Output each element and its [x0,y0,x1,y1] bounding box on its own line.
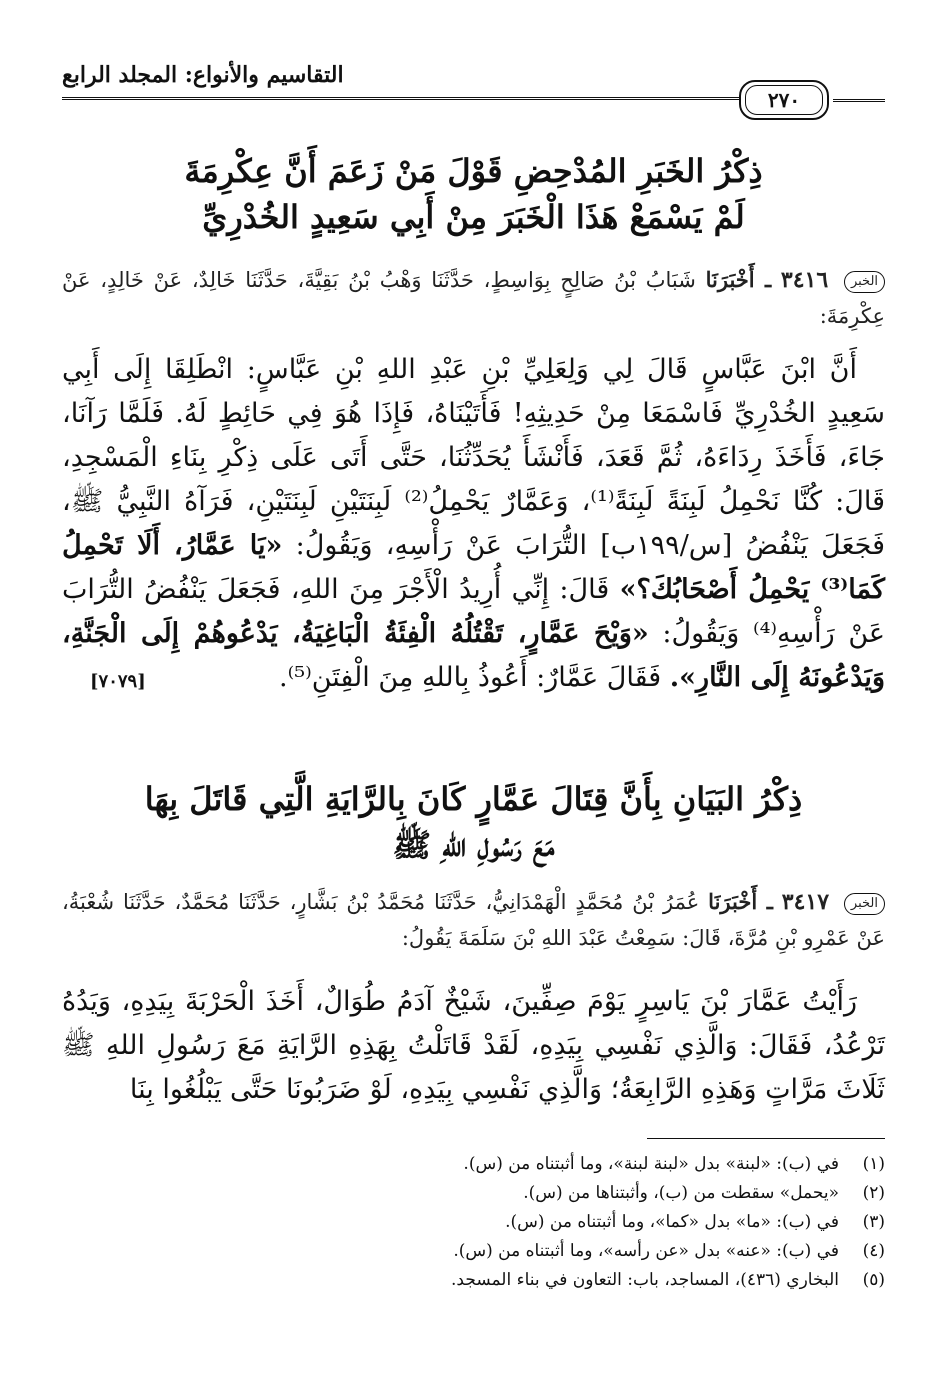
heading-line: لَمْ يَسْمَعْ هَذَا الْخَبَرَ مِنْ أَبِي سَعِيدٍ الخُدْرِيِّ [202,198,745,236]
hadith-marker: الخبر [844,271,885,293]
header-rule [62,97,819,100]
matn-text: أَنَّ ابْنَ عَبَّاسٍ قَالَ لِي وَلِعَلِيِّ بْنِ عَبْدِ اللهِ بْنِ عَبَّاسٍ: انْطَلِقَا إِلَى أَبِي سَعِيدٍ الخُدْرِيِّ فَاسْمَعَا مِنْ حَدِيثِهِ! فَأَتَيْنَاهُ، فَإِذَا هُوَ فِي حَائِطٍ لَهُ. فَلَمَّا رَآنَا، جَاءَ، فَأَخَذَ رِدَاءَهُ، ثُمَّ قَعَدَ، فَأَنْشَأَ يُحَدِّثُنَا، حَتَّى أَتَى عَلَى ذِكْرِ بِنَاءِ الْمَسْجِدِ، قَالَ: كُنَّا نَحْمِلُ لَبِنَةً لَبِنَةً⁽¹⁾، وَعَمَّارٌ يَحْمِلُ⁽²⁾ لَبِنَتَيْنِ لَبِنَتَيْنِ، فَرَآهُ النَّبِيُّ ﷺ، فَجَعَلَ يَنْفُضُ [س/١٩٩ب] التُّرَابَ عَنْ رَأْسِهِ، وَيَقُولُ: [62,354,886,561]
hadith-marker: الخبر [844,893,885,915]
footnote [62,1179,885,1208]
matn-text: فَقَالَ عَمَّارٌ: أَعُوذُ بِاللهِ مِنَ الْفِتَنِ⁽⁵⁾. [279,662,662,693]
section-heading-1 [100,148,847,240]
footnote-number: (١) [862,1154,885,1174]
footnote-number: (٣) [862,1212,885,1232]
matn-text: رَأَيْتُ عَمَّارَ بْنَ يَاسِرٍ يَوْمَ صِفِّينَ، شَيْخٌ آدَمُ طُوَالٌ، أَخَذَ الْحَرْبَةَ بِيَدِهِ، وَيَدُهُ تَرْعُدُ، فَقَالَ: وَالَّذِي نَفْسِي بِيَدِهِ، لَقَدْ قَاتَلْتُ بِهَذِهِ الرَّايَةِ مَعَ رَسُولِ اللهِ ﷺ ثَلَاثَ مَرَّاتٍ وَهَذِهِ الرَّابِعَةُ؛ وَالَّذِي نَفْسِي بِيَدِهِ، لَوْ ضَرَبُونَا حَتَّى يَبْلُغُوا بِنَا [62,986,885,1105]
footnote-text: في (ب): «لبنة» بدل «لبنة لبنة»، وما أثبتناه من (س). [463,1154,839,1174]
heading-line: ذِكْرُ الخَبَرِ المُدْحِضِ قَوْلَ مَنْ زَعَمَ أَنَّ عِكْرِمَةَ [184,152,763,190]
page-number: ٢٧٠ [739,80,829,120]
footnote [62,1237,885,1266]
footnote [62,1150,885,1179]
header-rule-right [833,99,885,102]
hadith-number: ٣٤١٦ [780,267,829,293]
footnote-text: في (ب): «عنه» بدل «عن رأسه»، وما أثبتناه من (س). [453,1241,839,1261]
footnote [62,1208,885,1237]
matn-text: قَالَ: إِنِّي أُرِيدُ الْأَجْرَ مِنَ اللهِ، فَجَعَلَ يَنْفُضُ التُّرَابَ عَنْ رَأْسِهِ⁽⁴⁾ وَيَقُولُ: [62,574,885,649]
akhbarana-label: ـ أَخْبَرَنَا [705,267,772,292]
footnote-number: (٥) [862,1270,885,1290]
hadith-number: ٣٤١٧ [781,889,830,915]
chain-text: شَبَابُ بْنُ صَالِحٍ بِوَاسِطٍ، حَدَّثَنَا وَهْبُ بْنُ بَقِيَّةَ، حَدَّثَنَا خَالِدٌ، عَنْ خَالِدٍ، عَنْ عِكْرِمَةَ: [62,268,885,328]
akhbarana-label: ـ أَخْبَرَنَا [708,889,773,914]
footnote-number: (٤) [862,1241,885,1261]
hadith-matn-1 [62,348,885,704]
isnad-chain-2 [62,884,885,956]
running-title: التقاسيم والأنواع: المجلد الرابع [62,62,344,88]
footnote-number: (٢) [862,1183,885,1203]
isnad-chain-1 [62,262,885,334]
footnote-text: في (ب): «ما» بدل «كما»، وما أثبتناه من (س). [505,1212,839,1232]
heading-line: مَعَ رَسُولِ اللهِ ﷺ [392,826,555,864]
footnotes [62,1150,885,1295]
heading-line: ذِكْرُ البَيَانِ بِأَنَّ قِتَالَ عَمَّارٍ كَانَ بِالرَّايَةِ الَّتِي قَاتَلَ بِهَا [144,780,803,818]
cross-reference: [٧٠٧٩] [90,671,146,692]
footnote [62,1266,885,1295]
section-heading-2 [100,776,847,868]
footnote-text: البخاري (٤٣٦)، المساجد، باب: التعاون في بناء المسجد. [451,1270,839,1290]
hadith-matn-2 [62,980,885,1112]
chain-text: عُمَرُ بْنُ مُحَمَّدٍ الْهَمْدَانِيُّ، حَدَّثَنَا مُحَمَّدُ بْنُ بَشَّارٍ، حَدَّثَنَا مُحَمَّدٌ، حَدَّثَنَا شُعْبَةُ، عَنْ عَمْرِو بْنِ مُرَّةَ، قَالَ: سَمِعْتُ عَبْدَ اللهِ بْنَ سَلَمَةَ يَقُولُ: [62,890,885,950]
footnote-rule [647,1138,885,1139]
prophet-quote: «يَا عَمَّارُ، أَلَا تَحْمِلُ كَمَا⁽³⁾ يَحْمِلُ أَصْحَابُكَ؟» [62,530,885,605]
footnote-text: «يحمل» سقطت من (ب)، وأثبتناها من (س). [523,1183,839,1203]
prophet-quote: «وَيْحَ عَمَّارٍ، تَقْتُلُهُ الْفِئَةُ الْبَاغِيَةُ، يَدْعُوهُمْ إِلَى الْجَنَّةِ، وَيَدْعُونَهُ إِلَى النَّارِ». [62,618,885,693]
